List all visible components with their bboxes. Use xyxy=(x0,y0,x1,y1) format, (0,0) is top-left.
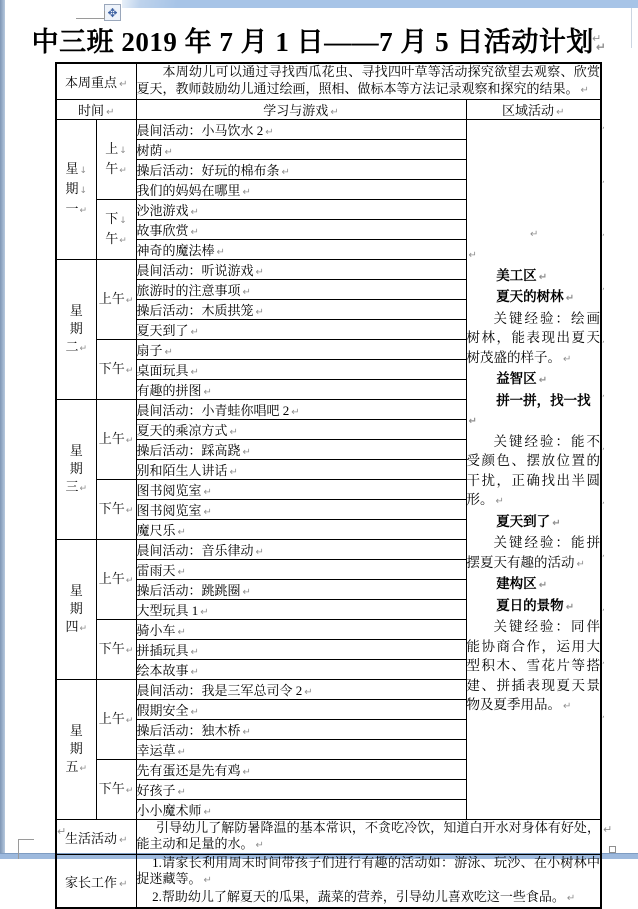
pilcrow-mark: ↵ xyxy=(125,645,134,656)
day-char-line xyxy=(57,740,96,758)
table-row xyxy=(56,120,601,140)
activity-cell xyxy=(136,740,466,760)
ampm-char-line xyxy=(97,210,136,230)
activity-text: 操后活动：踩高跷 xyxy=(136,443,241,458)
pilcrow-mark: ↵ xyxy=(200,607,209,618)
region-key-experience xyxy=(467,617,601,717)
pilcrow-mark: ↵ xyxy=(242,587,251,598)
pilcrow-mark: ↵ xyxy=(177,527,186,538)
pilcrow-mark: ↵ xyxy=(119,79,128,90)
activity-text: 晨间活动：小青蛙你唱吧 2 xyxy=(136,403,290,418)
activity-text: 魔尺乐 xyxy=(136,523,176,538)
activity-text: 操后活动：好玩的棉布条 xyxy=(136,163,280,178)
pilcrow-mark: ↵ xyxy=(164,147,173,158)
activity-text: 晨间活动：音乐律动 xyxy=(136,543,254,558)
ampm-text: 下午 xyxy=(98,640,125,656)
activity-cell xyxy=(136,780,466,800)
bottom-left-margin-mark xyxy=(18,839,34,859)
pilcrow-mark: ↵ xyxy=(119,165,127,176)
pilcrow-mark: ↵ xyxy=(177,627,186,638)
table-resize-handle[interactable] xyxy=(609,846,616,853)
activity-text: 操后活动：独木桥 xyxy=(136,723,241,738)
pm-label xyxy=(96,620,136,680)
empty-paragraph xyxy=(467,223,601,245)
section-title-text: 益智区 xyxy=(496,371,537,386)
pilcrow-mark: ↵ xyxy=(565,293,575,304)
key-experience-text: 关键经验：能拼摆夏天有趣的活动 xyxy=(466,535,600,570)
day-char-line xyxy=(57,478,96,498)
activity-text: 晨间活动：小马饮水 2 xyxy=(136,123,264,138)
am-label xyxy=(96,400,136,480)
column-header-learning xyxy=(136,100,466,120)
activity-text: 故事欣赏 xyxy=(136,223,189,238)
pilcrow-mark: ↵ xyxy=(576,558,585,570)
activity-text: 树荫 xyxy=(136,143,163,158)
table-header-row xyxy=(56,100,601,120)
pilcrow-mark: ↵ xyxy=(530,228,539,240)
section-subtitle-text: 夏日的景物 xyxy=(496,597,564,613)
activity-cell xyxy=(136,420,466,440)
pm-label xyxy=(96,340,136,400)
day-char: 期 xyxy=(69,460,83,476)
focus-text: 本周幼儿可以通过寻找西瓜花虫、寻找四叶草等活动探究欲望去观察、欣赏夏天，教师鼓励幼儿通过绘画，照相、做标本等方法记录观察和探究的结果。 xyxy=(136,64,600,96)
page-left-edge xyxy=(0,0,5,858)
key-experience-text: 关键经验：绘画树林，能表现出夏天树茂盛的样子。 xyxy=(466,310,600,365)
activity-cell xyxy=(136,520,466,540)
pilcrow-mark: ↵ xyxy=(580,84,589,96)
pilcrow-mark: ↵ xyxy=(119,878,128,890)
activity-text: 幸运草 xyxy=(136,743,176,758)
activity-text: 有趣的拼图 xyxy=(136,383,202,398)
day-char-line xyxy=(57,302,96,320)
pilcrow-mark: ↵ xyxy=(203,387,212,398)
activity-text: 桌面玩具 xyxy=(136,363,189,378)
parent-item-text: 2.帮助幼儿了解夏天的瓜果，蔬菜的营养，引导幼儿喜欢吃这一些食品。 xyxy=(152,889,565,904)
page-title-text: 中三班 2019 年 7 月 1 日——7 月 5 日活动计划 xyxy=(31,27,594,57)
region-key-experience xyxy=(467,309,601,370)
activity-cell xyxy=(136,120,466,140)
activity-text: 别和陌生人讲话 xyxy=(136,463,228,478)
ampm-text: 下午 xyxy=(98,780,125,796)
activity-cell xyxy=(136,700,466,720)
key-experience-text: 关键经验：能不受颜色、摆放位置的干扰，正确找出半圆形。 xyxy=(466,433,600,507)
pilcrow-mark: ↵ xyxy=(79,623,88,634)
day-label-friday xyxy=(56,680,96,820)
day-char-line xyxy=(57,180,96,200)
move-arrows-icon: ✥ xyxy=(107,5,118,20)
label-text: 家长工作 xyxy=(65,874,118,890)
pilcrow-mark: ↵ xyxy=(190,647,199,658)
pilcrow-mark: ↵ xyxy=(79,763,88,774)
row-end-mark: , xyxy=(602,281,605,292)
pm-label xyxy=(96,480,136,540)
row-end-mark: , xyxy=(602,656,605,667)
pilcrow-mark: ↵ xyxy=(177,747,186,758)
activity-text: 我们的妈妈在哪里 xyxy=(136,183,241,198)
day-char: 星 xyxy=(65,160,79,176)
parent-work-item xyxy=(137,855,601,889)
row-end-mark: , xyxy=(602,174,605,185)
day-label-thursday xyxy=(56,540,96,680)
ampm-text: 上午 xyxy=(98,430,125,446)
region-section-subtitle xyxy=(467,512,601,534)
day-char: 期 xyxy=(65,180,79,196)
pilcrow-mark: ↵ xyxy=(79,483,88,494)
day-char: 期 xyxy=(69,600,83,616)
day-char-line xyxy=(57,722,96,740)
day-char-line xyxy=(57,160,96,180)
ampm-text: 上午 xyxy=(98,290,125,306)
day-char-line xyxy=(57,320,96,338)
pilcrow-mark: ↵ xyxy=(190,227,199,238)
pilcrow-mark: ↵ xyxy=(125,365,134,376)
pilcrow-mark: ↵ xyxy=(79,205,88,216)
row-end-mark: , xyxy=(602,602,605,613)
pilcrow-mark: ↵ xyxy=(125,295,134,306)
pilcrow-mark: ↵ xyxy=(203,807,212,818)
weekly-focus-label xyxy=(56,63,136,100)
life-activity-text xyxy=(136,820,601,855)
activity-cell xyxy=(136,620,466,640)
pilcrow-mark: ↵ xyxy=(255,267,264,278)
key-experience-text: 关键经验：同伴能协商合作，运用大型积木、雪花片等搭建、拼插表现夏天景物及夏季用品。 xyxy=(466,619,600,712)
pilcrow-mark: ↵ xyxy=(538,271,548,283)
pilcrow-mark: ↵ xyxy=(242,767,251,778)
region-section-subtitle xyxy=(467,596,601,618)
pilcrow-mark: ↵ xyxy=(203,507,212,518)
activity-text: 先有蛋还是先有鸡 xyxy=(136,763,241,778)
day-label-wednesday xyxy=(56,400,96,540)
activity-cell xyxy=(136,340,466,360)
activity-cell xyxy=(136,460,466,480)
pilcrow-mark: ↵ xyxy=(565,601,575,613)
ampm-char: 下 xyxy=(105,210,119,226)
activity-cell xyxy=(136,600,466,620)
ampm-text: 下午 xyxy=(98,500,125,516)
pilcrow-mark: ↵ xyxy=(592,32,602,45)
row-end-mark: , xyxy=(602,121,605,131)
pilcrow-mark: ↵ xyxy=(125,505,134,516)
activity-cell xyxy=(136,440,466,460)
activity-cell xyxy=(136,400,466,420)
day-char-line xyxy=(57,442,96,460)
activity-cell xyxy=(136,300,466,320)
activity-text: 晨间活动：我是三军总司令 2 xyxy=(136,683,303,698)
pilcrow-mark: ↵ xyxy=(203,875,212,886)
header-text: 区域活动 xyxy=(502,103,555,118)
activity-cell xyxy=(136,660,466,680)
day-char: 期 xyxy=(69,740,83,756)
activity-text: 夏天到了 xyxy=(136,323,189,338)
activity-text: 操后活动：跳跳圈 xyxy=(136,583,241,598)
row-end-mark: , xyxy=(602,388,605,399)
day-char: 五 xyxy=(65,758,79,774)
pilcrow-mark: ↵ xyxy=(556,107,565,118)
page-title xyxy=(0,20,638,59)
linebreak-mark: ↓ xyxy=(79,165,88,176)
region-key-experience xyxy=(467,533,601,574)
pilcrow-mark: ↵ xyxy=(242,727,251,738)
pilcrow-mark: ↵ xyxy=(229,427,238,438)
ampm-char-line xyxy=(97,230,136,250)
section-title-text: 建构区 xyxy=(496,576,537,591)
pilcrow-mark: ↵ xyxy=(291,407,300,418)
activity-cell xyxy=(136,560,466,580)
pilcrow-mark: ↵ xyxy=(79,343,88,354)
ampm-char-line xyxy=(97,160,136,180)
pilcrow-mark: ↵ xyxy=(125,715,134,726)
region-section-title xyxy=(467,369,601,391)
pilcrow-mark: ↵ xyxy=(265,127,274,138)
ampm-text: 上午 xyxy=(98,570,125,586)
pilcrow-mark: ↵ xyxy=(216,247,225,258)
day-char: 期 xyxy=(69,320,83,336)
pilcrow-mark: ↵ xyxy=(468,250,477,261)
day-char: 二 xyxy=(65,338,79,354)
activity-cell xyxy=(136,580,466,600)
activity-cell xyxy=(136,760,466,780)
parent-work-text xyxy=(136,855,601,909)
row-end-mark: , xyxy=(602,335,605,346)
section-subtitle-text: 拼一拼，找一找 xyxy=(496,392,591,408)
activity-cell xyxy=(136,200,466,220)
pilcrow-mark: ↵ xyxy=(304,687,313,698)
column-header-time xyxy=(56,100,136,120)
row-end-mark: , xyxy=(602,549,605,560)
activity-cell xyxy=(136,800,466,820)
activity-text: 晨间活动：听说游戏 xyxy=(136,263,254,278)
pilcrow-mark: ↵ xyxy=(190,667,199,678)
activity-cell xyxy=(136,260,466,280)
linebreak-mark: ↓ xyxy=(119,145,127,156)
ampm-text: 上午 xyxy=(98,710,125,726)
pilcrow-mark: ↵ xyxy=(119,235,127,246)
pilcrow-mark: ↵ xyxy=(119,834,128,846)
region-section-subtitle xyxy=(467,287,601,309)
table-move-handle-icon[interactable] xyxy=(104,4,121,21)
day-char-line xyxy=(57,618,96,638)
activity-cell xyxy=(136,380,466,400)
am-label xyxy=(96,680,136,760)
activity-cell xyxy=(136,320,466,340)
pilcrow-mark: ↵ xyxy=(242,187,251,198)
pilcrow-mark: ↵ xyxy=(566,893,576,904)
region-section-title xyxy=(467,574,601,596)
activity-cell xyxy=(136,640,466,660)
region-section-subtitle xyxy=(467,391,601,432)
day-char: 星 xyxy=(69,442,83,458)
activity-text: 扇子 xyxy=(136,343,163,358)
activity-text: 沙池游戏 xyxy=(136,203,189,218)
table-row xyxy=(56,855,601,909)
pilcrow-mark: ↵ xyxy=(190,207,199,218)
pilcrow-mark: ↵ xyxy=(190,327,199,338)
activity-text: 小小魔术师 xyxy=(136,803,202,818)
pilcrow-mark: ↵ xyxy=(203,487,212,498)
activity-cell xyxy=(136,240,466,260)
region-activity-cell xyxy=(466,120,601,820)
section-subtitle-text: 夏天到了 xyxy=(496,513,551,529)
activity-cell xyxy=(136,720,466,740)
pilcrow-mark: ↵ xyxy=(125,785,134,796)
ampm-char-line xyxy=(97,140,136,160)
day-char-line xyxy=(57,460,96,478)
life-activity-label xyxy=(56,820,136,855)
activity-cell xyxy=(136,360,466,380)
pilcrow-mark: ↵ xyxy=(563,353,572,365)
day-char: 一 xyxy=(65,200,79,216)
region-key-experience xyxy=(467,432,601,512)
day-label-monday xyxy=(56,120,96,260)
pilcrow-mark: ↵ xyxy=(552,517,561,529)
pilcrow-mark: ↵ xyxy=(603,823,613,836)
pilcrow-mark: ↵ xyxy=(563,701,572,712)
table-row xyxy=(56,820,601,855)
activity-text: 假期安全 xyxy=(136,703,189,718)
empty-paragraph xyxy=(467,244,601,266)
pilcrow-mark: ↵ xyxy=(242,447,251,458)
day-char: 星 xyxy=(69,722,83,738)
row-end-mark: , xyxy=(602,228,605,239)
label-text: 生活活动 xyxy=(65,830,118,846)
pilcrow-mark: ↵ xyxy=(242,287,251,298)
activity-cell xyxy=(136,180,466,200)
row-end-mark: , xyxy=(602,442,605,453)
row-end-mark: , xyxy=(602,495,605,506)
pilcrow-mark: ↵ xyxy=(190,367,199,378)
activity-cell xyxy=(136,220,466,240)
weekly-focus-text xyxy=(136,63,601,100)
day-char-line xyxy=(57,758,96,778)
activity-cell xyxy=(136,680,466,700)
day-char: 四 xyxy=(65,618,79,634)
am-label xyxy=(96,260,136,340)
pilcrow-mark: ↵ xyxy=(190,707,199,718)
activity-text: 绘本故事 xyxy=(136,663,189,678)
activity-text: 操后活动：木质拱笼 xyxy=(136,303,254,318)
activity-text: 神奇的魔法棒 xyxy=(136,243,215,258)
region-section-title xyxy=(467,266,601,288)
pilcrow-mark: ↵ xyxy=(538,375,548,386)
pilcrow-mark: ↵ xyxy=(495,496,504,507)
ampm-text: 下午 xyxy=(98,360,125,376)
column-header-region xyxy=(466,100,601,120)
pilcrow-mark: ↵ xyxy=(125,575,134,586)
pilcrow-mark: ↵ xyxy=(281,167,290,178)
pilcrow-mark: ↵ xyxy=(57,825,67,838)
activity-text: 雷雨天 xyxy=(136,563,176,578)
ampm-char: 午 xyxy=(105,160,119,176)
activity-cell xyxy=(136,540,466,560)
activity-cell xyxy=(136,140,466,160)
linebreak-mark: ↓ xyxy=(79,185,88,196)
parent-work-label xyxy=(56,855,136,909)
day-char-line xyxy=(57,200,96,220)
day-char-line xyxy=(57,338,96,358)
activity-text: 大型玩具 1 xyxy=(136,603,199,618)
activity-text: 旅游时的注意事项 xyxy=(136,283,241,298)
activity-cell xyxy=(136,500,466,520)
pilcrow-mark: ↵ xyxy=(255,307,264,318)
pilcrow-mark: ↵ xyxy=(255,840,264,851)
pilcrow-mark: ↵ xyxy=(125,435,134,446)
header-text: 学习与游戏 xyxy=(263,103,329,118)
pilcrow-mark: ↵ xyxy=(177,787,186,798)
ampm-char: 上 xyxy=(105,140,119,156)
linebreak-mark: ↓ xyxy=(119,215,127,226)
label-text: 本周重点 xyxy=(65,75,118,90)
ampm-char: 午 xyxy=(105,230,119,246)
activity-text: 夏天的乘凉方式 xyxy=(136,423,228,438)
top-left-margin-mark xyxy=(76,11,105,19)
day-char: 三 xyxy=(65,478,79,494)
pilcrow-mark: ↵ xyxy=(255,547,264,558)
pilcrow-mark: ↵ xyxy=(164,347,173,358)
activity-cell xyxy=(136,160,466,180)
activity-text: 图书阅览室 xyxy=(136,483,202,498)
activity-cell xyxy=(136,280,466,300)
window-top-band xyxy=(122,0,638,8)
day-char: 星 xyxy=(69,582,83,598)
pilcrow-mark: ↵ xyxy=(538,580,548,591)
am-label xyxy=(96,540,136,620)
parent-item-text: 1.请家长利用周末时间带孩子们进行有趣的活动如：游泳、玩沙、在小树林中捉迷藏等。 xyxy=(136,855,600,886)
activity-cell xyxy=(136,480,466,500)
pilcrow-mark: ↵ xyxy=(595,40,607,54)
section-title-text: 美工区 xyxy=(496,267,537,283)
pilcrow-mark: ↵ xyxy=(330,107,339,118)
pm-label xyxy=(96,200,136,260)
day-char-line xyxy=(57,600,96,618)
table-row xyxy=(56,63,601,100)
pilcrow-mark: ↵ xyxy=(468,416,477,427)
section-subtitle-text: 夏天的树林 xyxy=(496,289,564,304)
activity-text: 拼插玩具 xyxy=(136,643,189,658)
day-char: 星 xyxy=(69,302,83,318)
day-label-tuesday xyxy=(56,260,96,400)
row-end-marks xyxy=(602,122,612,720)
row-end-mark: , xyxy=(602,709,605,720)
pilcrow-mark: ↵ xyxy=(106,107,115,118)
pm-label xyxy=(96,760,136,820)
am-label xyxy=(96,120,136,200)
activity-text: 骑小车 xyxy=(136,623,176,638)
life-text: 引导幼儿了解防暑降温的基本常识，不贪吃冷饮，知道白开水对身体有好处，能主动和足量的水。 xyxy=(136,820,600,851)
weekly-plan-table xyxy=(55,62,602,909)
header-text: 时间 xyxy=(78,103,105,118)
parent-work-item xyxy=(137,889,601,907)
pilcrow-mark: ↵ xyxy=(229,467,238,478)
pilcrow-mark: ↵ xyxy=(177,567,186,578)
activity-text: 图书阅览室 xyxy=(136,503,202,518)
activity-text: 好孩子 xyxy=(136,783,176,798)
day-char-line xyxy=(57,582,96,600)
